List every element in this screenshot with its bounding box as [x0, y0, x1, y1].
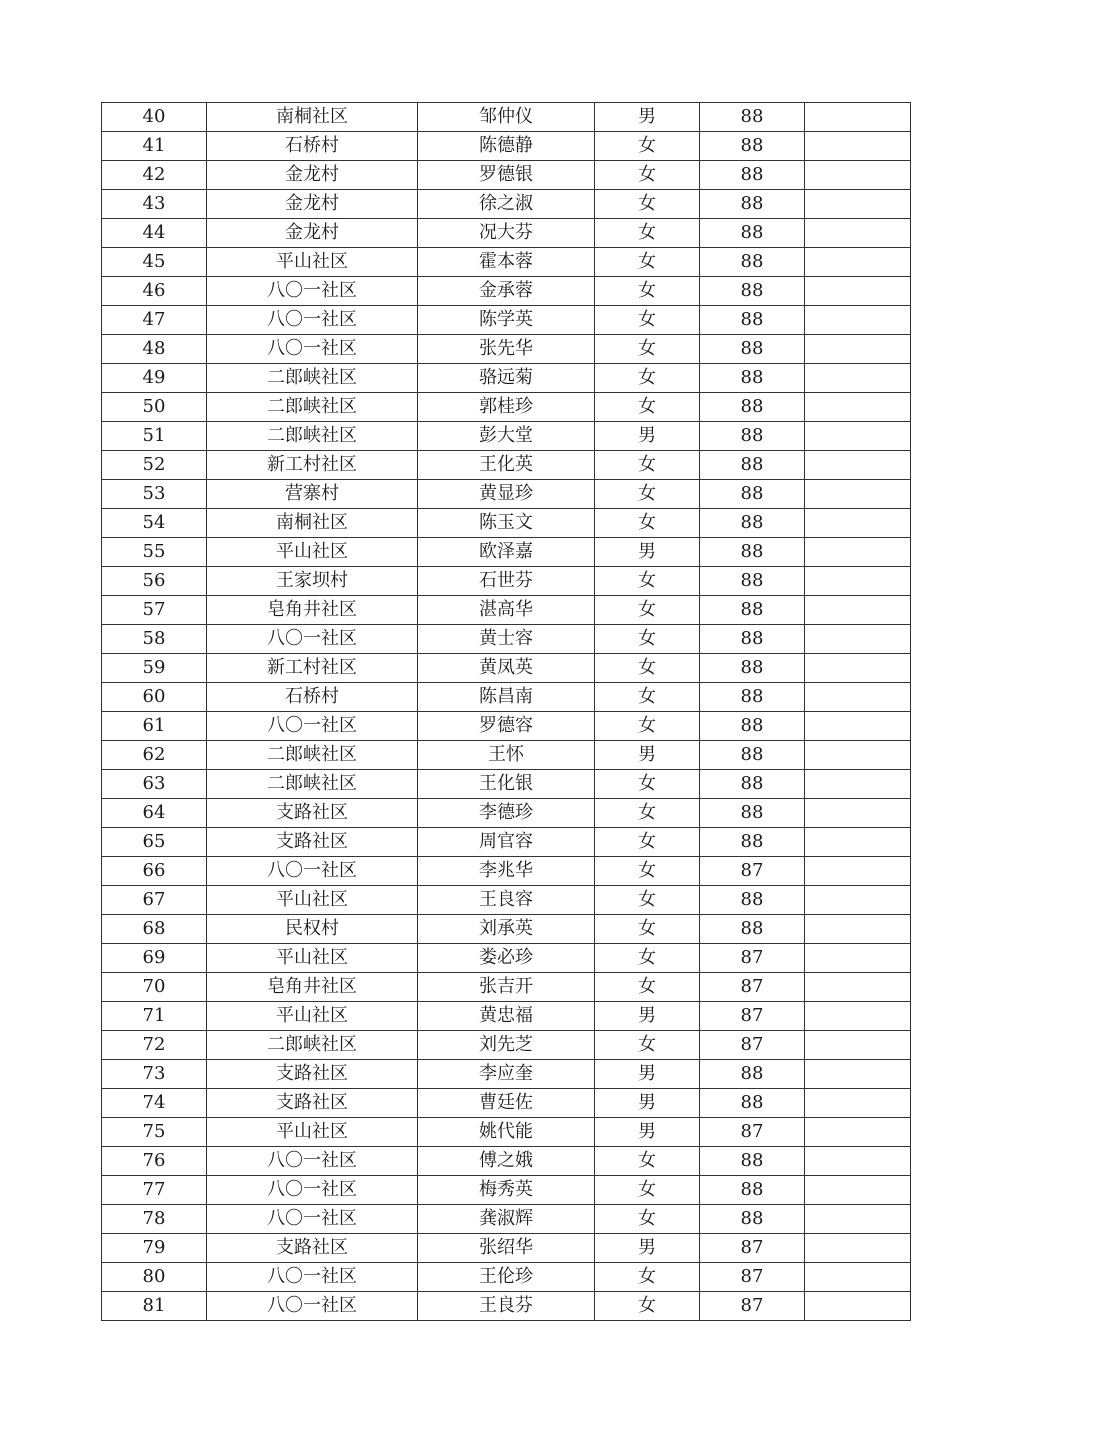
- gender-cell: 女: [595, 132, 700, 161]
- row-number-cell: 63: [102, 770, 207, 799]
- name-cell: 张先华: [418, 335, 595, 364]
- community-cell: 八〇一社区: [207, 1292, 418, 1321]
- community-cell: 二郎峡社区: [207, 1031, 418, 1060]
- row-number-cell: 64: [102, 799, 207, 828]
- name-cell: 张吉开: [418, 973, 595, 1002]
- row-number-cell: 46: [102, 277, 207, 306]
- note-cell: [805, 596, 911, 625]
- row-number-cell: 49: [102, 364, 207, 393]
- age-cell: 88: [700, 596, 805, 625]
- note-cell: [805, 1234, 911, 1263]
- row-number-cell: 81: [102, 1292, 207, 1321]
- table-row: [102, 625, 911, 654]
- gender-cell: 女: [595, 915, 700, 944]
- gender-cell: 女: [595, 451, 700, 480]
- community-cell: 八〇一社区: [207, 277, 418, 306]
- row-number-cell: 47: [102, 306, 207, 335]
- community-cell: 金龙村: [207, 190, 418, 219]
- community-cell: 八〇一社区: [207, 857, 418, 886]
- age-cell: 88: [700, 1060, 805, 1089]
- row-number-cell: 41: [102, 132, 207, 161]
- table-row: [102, 1292, 911, 1321]
- age-cell: 87: [700, 1263, 805, 1292]
- community-cell: 二郎峡社区: [207, 770, 418, 799]
- note-cell: [805, 799, 911, 828]
- age-cell: 88: [700, 306, 805, 335]
- name-cell: 湛高华: [418, 596, 595, 625]
- age-cell: 88: [700, 799, 805, 828]
- table-row: [102, 393, 911, 422]
- gender-cell: 女: [595, 1176, 700, 1205]
- name-cell: 王化英: [418, 451, 595, 480]
- gender-cell: 女: [595, 1263, 700, 1292]
- note-cell: [805, 1118, 911, 1147]
- community-cell: 新工村社区: [207, 451, 418, 480]
- note-cell: [805, 1002, 911, 1031]
- row-number-cell: 71: [102, 1002, 207, 1031]
- age-cell: 88: [700, 538, 805, 567]
- table-row: [102, 132, 911, 161]
- note-cell: [805, 451, 911, 480]
- gender-cell: 男: [595, 741, 700, 770]
- age-cell: 88: [700, 654, 805, 683]
- note-cell: [805, 1263, 911, 1292]
- age-cell: 88: [700, 161, 805, 190]
- table-row: [102, 1060, 911, 1089]
- community-cell: 八〇一社区: [207, 1263, 418, 1292]
- community-cell: 皂角井社区: [207, 973, 418, 1002]
- table-row: [102, 422, 911, 451]
- table-row: [102, 770, 911, 799]
- age-cell: 87: [700, 1234, 805, 1263]
- row-number-cell: 54: [102, 509, 207, 538]
- age-cell: 87: [700, 857, 805, 886]
- gender-cell: 女: [595, 393, 700, 422]
- name-cell: 罗德容: [418, 712, 595, 741]
- gender-cell: 女: [595, 219, 700, 248]
- gender-cell: 女: [595, 799, 700, 828]
- gender-cell: 女: [595, 1031, 700, 1060]
- note-cell: [805, 480, 911, 509]
- name-cell: 邹仲仪: [418, 103, 595, 132]
- row-number-cell: 79: [102, 1234, 207, 1263]
- row-number-cell: 74: [102, 1089, 207, 1118]
- gender-cell: 女: [595, 973, 700, 1002]
- age-cell: 88: [700, 248, 805, 277]
- name-cell: 黄忠福: [418, 1002, 595, 1031]
- table-row: [102, 741, 911, 770]
- row-number-cell: 66: [102, 857, 207, 886]
- note-cell: [805, 509, 911, 538]
- table-row: [102, 1263, 911, 1292]
- name-cell: 刘承英: [418, 915, 595, 944]
- row-number-cell: 75: [102, 1118, 207, 1147]
- name-cell: 徐之淑: [418, 190, 595, 219]
- row-number-cell: 61: [102, 712, 207, 741]
- table-row: [102, 1031, 911, 1060]
- gender-cell: 男: [595, 1002, 700, 1031]
- gender-cell: 女: [595, 364, 700, 393]
- age-cell: 88: [700, 480, 805, 509]
- row-number-cell: 56: [102, 567, 207, 596]
- table-row: [102, 1176, 911, 1205]
- note-cell: [805, 683, 911, 712]
- name-cell: 陈玉文: [418, 509, 595, 538]
- row-number-cell: 53: [102, 480, 207, 509]
- note-cell: [805, 1089, 911, 1118]
- table-row: [102, 335, 911, 364]
- name-cell: 石世芬: [418, 567, 595, 596]
- community-cell: 南桐社区: [207, 103, 418, 132]
- age-cell: 87: [700, 1002, 805, 1031]
- age-cell: 88: [700, 1205, 805, 1234]
- community-cell: 支路社区: [207, 1060, 418, 1089]
- row-number-cell: 57: [102, 596, 207, 625]
- gender-cell: 女: [595, 828, 700, 857]
- table-row: [102, 915, 911, 944]
- name-cell: 王良容: [418, 886, 595, 915]
- row-number-cell: 73: [102, 1060, 207, 1089]
- community-cell: 支路社区: [207, 799, 418, 828]
- age-cell: 88: [700, 625, 805, 654]
- table-row: [102, 277, 911, 306]
- row-number-cell: 68: [102, 915, 207, 944]
- age-cell: 87: [700, 1118, 805, 1147]
- gender-cell: 女: [595, 596, 700, 625]
- name-cell: 黄显珍: [418, 480, 595, 509]
- community-cell: 皂角井社区: [207, 596, 418, 625]
- community-cell: 八〇一社区: [207, 1147, 418, 1176]
- note-cell: [805, 103, 911, 132]
- row-number-cell: 55: [102, 538, 207, 567]
- table-row: [102, 828, 911, 857]
- roster-body: [102, 103, 911, 1321]
- row-number-cell: 59: [102, 654, 207, 683]
- community-cell: 八〇一社区: [207, 306, 418, 335]
- row-number-cell: 72: [102, 1031, 207, 1060]
- row-number-cell: 70: [102, 973, 207, 1002]
- note-cell: [805, 915, 911, 944]
- name-cell: 龚淑辉: [418, 1205, 595, 1234]
- community-cell: 金龙村: [207, 161, 418, 190]
- row-number-cell: 43: [102, 190, 207, 219]
- note-cell: [805, 393, 911, 422]
- note-cell: [805, 625, 911, 654]
- community-cell: 八〇一社区: [207, 1205, 418, 1234]
- table-row: [102, 857, 911, 886]
- note-cell: [805, 538, 911, 567]
- table-row: [102, 538, 911, 567]
- gender-cell: 男: [595, 1089, 700, 1118]
- gender-cell: 女: [595, 712, 700, 741]
- note-cell: [805, 654, 911, 683]
- row-number-cell: 76: [102, 1147, 207, 1176]
- name-cell: 霍本蓉: [418, 248, 595, 277]
- name-cell: 李应奎: [418, 1060, 595, 1089]
- gender-cell: 男: [595, 1118, 700, 1147]
- community-cell: 民权村: [207, 915, 418, 944]
- note-cell: [805, 1292, 911, 1321]
- community-cell: 平山社区: [207, 538, 418, 567]
- name-cell: 姚代能: [418, 1118, 595, 1147]
- row-number-cell: 45: [102, 248, 207, 277]
- table-row: [102, 567, 911, 596]
- community-cell: 平山社区: [207, 248, 418, 277]
- gender-cell: 女: [595, 886, 700, 915]
- note-cell: [805, 190, 911, 219]
- community-cell: 石桥村: [207, 132, 418, 161]
- note-cell: [805, 1205, 911, 1234]
- row-number-cell: 69: [102, 944, 207, 973]
- table-row: [102, 248, 911, 277]
- gender-cell: 女: [595, 277, 700, 306]
- row-number-cell: 78: [102, 1205, 207, 1234]
- community-cell: 二郎峡社区: [207, 393, 418, 422]
- age-cell: 88: [700, 509, 805, 538]
- gender-cell: 女: [595, 567, 700, 596]
- table-row: [102, 103, 911, 132]
- gender-cell: 女: [595, 306, 700, 335]
- note-cell: [805, 132, 911, 161]
- community-cell: 支路社区: [207, 828, 418, 857]
- age-cell: 88: [700, 1089, 805, 1118]
- age-cell: 88: [700, 915, 805, 944]
- row-number-cell: 77: [102, 1176, 207, 1205]
- row-number-cell: 42: [102, 161, 207, 190]
- note-cell: [805, 1176, 911, 1205]
- age-cell: 88: [700, 770, 805, 799]
- note-cell: [805, 1147, 911, 1176]
- name-cell: 娄必珍: [418, 944, 595, 973]
- row-number-cell: 40: [102, 103, 207, 132]
- community-cell: 二郎峡社区: [207, 364, 418, 393]
- name-cell: 傅之娥: [418, 1147, 595, 1176]
- table-row: [102, 219, 911, 248]
- age-cell: 88: [700, 1176, 805, 1205]
- gender-cell: 女: [595, 161, 700, 190]
- gender-cell: 女: [595, 1292, 700, 1321]
- name-cell: 周官容: [418, 828, 595, 857]
- community-cell: 营寨村: [207, 480, 418, 509]
- gender-cell: 男: [595, 103, 700, 132]
- table-row: [102, 190, 911, 219]
- table-row: [102, 509, 911, 538]
- community-cell: 八〇一社区: [207, 712, 418, 741]
- table-row: [102, 1205, 911, 1234]
- name-cell: 梅秀英: [418, 1176, 595, 1205]
- age-cell: 88: [700, 364, 805, 393]
- community-cell: 王家坝村: [207, 567, 418, 596]
- table-row: [102, 1147, 911, 1176]
- name-cell: 陈昌南: [418, 683, 595, 712]
- gender-cell: 女: [595, 654, 700, 683]
- gender-cell: 女: [595, 1205, 700, 1234]
- note-cell: [805, 944, 911, 973]
- row-number-cell: 80: [102, 1263, 207, 1292]
- community-cell: 二郎峡社区: [207, 741, 418, 770]
- community-cell: 八〇一社区: [207, 625, 418, 654]
- note-cell: [805, 828, 911, 857]
- table-row: [102, 1089, 911, 1118]
- name-cell: 况大芬: [418, 219, 595, 248]
- table-row: [102, 364, 911, 393]
- note-cell: [805, 1031, 911, 1060]
- row-number-cell: 67: [102, 886, 207, 915]
- gender-cell: 女: [595, 770, 700, 799]
- table-row: [102, 944, 911, 973]
- table-row: [102, 799, 911, 828]
- age-cell: 88: [700, 132, 805, 161]
- community-cell: 支路社区: [207, 1089, 418, 1118]
- community-cell: 南桐社区: [207, 509, 418, 538]
- elderly-roster-table: [101, 102, 911, 1321]
- row-number-cell: 48: [102, 335, 207, 364]
- community-cell: 新工村社区: [207, 654, 418, 683]
- note-cell: [805, 248, 911, 277]
- age-cell: 88: [700, 741, 805, 770]
- row-number-cell: 65: [102, 828, 207, 857]
- community-cell: 平山社区: [207, 1002, 418, 1031]
- name-cell: 张绍华: [418, 1234, 595, 1263]
- name-cell: 刘先芝: [418, 1031, 595, 1060]
- row-number-cell: 51: [102, 422, 207, 451]
- table-row: [102, 1002, 911, 1031]
- community-cell: 平山社区: [207, 886, 418, 915]
- row-number-cell: 58: [102, 625, 207, 654]
- age-cell: 87: [700, 1031, 805, 1060]
- name-cell: 欧泽嘉: [418, 538, 595, 567]
- name-cell: 王良芬: [418, 1292, 595, 1321]
- row-number-cell: 60: [102, 683, 207, 712]
- table-row: [102, 654, 911, 683]
- community-cell: 二郎峡社区: [207, 422, 418, 451]
- name-cell: 郭桂珍: [418, 393, 595, 422]
- row-number-cell: 44: [102, 219, 207, 248]
- table-row: [102, 1118, 911, 1147]
- age-cell: 88: [700, 1147, 805, 1176]
- gender-cell: 女: [595, 857, 700, 886]
- note-cell: [805, 857, 911, 886]
- age-cell: 88: [700, 828, 805, 857]
- gender-cell: 女: [595, 509, 700, 538]
- table-row: [102, 683, 911, 712]
- age-cell: 88: [700, 190, 805, 219]
- note-cell: [805, 770, 911, 799]
- age-cell: 88: [700, 393, 805, 422]
- name-cell: 骆远菊: [418, 364, 595, 393]
- name-cell: 曹廷佐: [418, 1089, 595, 1118]
- community-cell: 支路社区: [207, 1234, 418, 1263]
- name-cell: 李兆华: [418, 857, 595, 886]
- name-cell: 陈德静: [418, 132, 595, 161]
- age-cell: 88: [700, 451, 805, 480]
- gender-cell: 男: [595, 422, 700, 451]
- note-cell: [805, 161, 911, 190]
- gender-cell: 男: [595, 1060, 700, 1089]
- age-cell: 88: [700, 683, 805, 712]
- age-cell: 88: [700, 277, 805, 306]
- gender-cell: 女: [595, 944, 700, 973]
- community-cell: 八〇一社区: [207, 1176, 418, 1205]
- gender-cell: 女: [595, 190, 700, 219]
- table-row: [102, 712, 911, 741]
- note-cell: [805, 1060, 911, 1089]
- note-cell: [805, 306, 911, 335]
- table-row: [102, 161, 911, 190]
- name-cell: 罗德银: [418, 161, 595, 190]
- table-row: [102, 596, 911, 625]
- age-cell: 88: [700, 335, 805, 364]
- row-number-cell: 62: [102, 741, 207, 770]
- gender-cell: 男: [595, 1234, 700, 1263]
- age-cell: 88: [700, 567, 805, 596]
- gender-cell: 女: [595, 625, 700, 654]
- name-cell: 王怀: [418, 741, 595, 770]
- age-cell: 88: [700, 103, 805, 132]
- row-number-cell: 52: [102, 451, 207, 480]
- name-cell: 黄士容: [418, 625, 595, 654]
- community-cell: 金龙村: [207, 219, 418, 248]
- age-cell: 87: [700, 944, 805, 973]
- name-cell: 彭大堂: [418, 422, 595, 451]
- community-cell: 平山社区: [207, 1118, 418, 1147]
- community-cell: 石桥村: [207, 683, 418, 712]
- note-cell: [805, 712, 911, 741]
- row-number-cell: 50: [102, 393, 207, 422]
- age-cell: 88: [700, 422, 805, 451]
- gender-cell: 女: [595, 248, 700, 277]
- table-row: [102, 1234, 911, 1263]
- gender-cell: 女: [595, 480, 700, 509]
- name-cell: 黄凤英: [418, 654, 595, 683]
- note-cell: [805, 567, 911, 596]
- community-cell: 八〇一社区: [207, 335, 418, 364]
- age-cell: 87: [700, 973, 805, 1002]
- note-cell: [805, 422, 911, 451]
- age-cell: 88: [700, 219, 805, 248]
- name-cell: 王化银: [418, 770, 595, 799]
- gender-cell: 女: [595, 335, 700, 364]
- name-cell: 李德珍: [418, 799, 595, 828]
- table-row: [102, 973, 911, 1002]
- note-cell: [805, 335, 911, 364]
- table-row: [102, 886, 911, 915]
- note-cell: [805, 741, 911, 770]
- note-cell: [805, 277, 911, 306]
- note-cell: [805, 973, 911, 1002]
- table-row: [102, 480, 911, 509]
- name-cell: 金承蓉: [418, 277, 595, 306]
- name-cell: 王伦珍: [418, 1263, 595, 1292]
- community-cell: 平山社区: [207, 944, 418, 973]
- gender-cell: 男: [595, 538, 700, 567]
- age-cell: 88: [700, 712, 805, 741]
- table-row: [102, 451, 911, 480]
- table-row: [102, 306, 911, 335]
- name-cell: 陈学英: [418, 306, 595, 335]
- note-cell: [805, 364, 911, 393]
- age-cell: 87: [700, 1292, 805, 1321]
- note-cell: [805, 886, 911, 915]
- note-cell: [805, 219, 911, 248]
- age-cell: 88: [700, 886, 805, 915]
- gender-cell: 女: [595, 1147, 700, 1176]
- gender-cell: 女: [595, 683, 700, 712]
